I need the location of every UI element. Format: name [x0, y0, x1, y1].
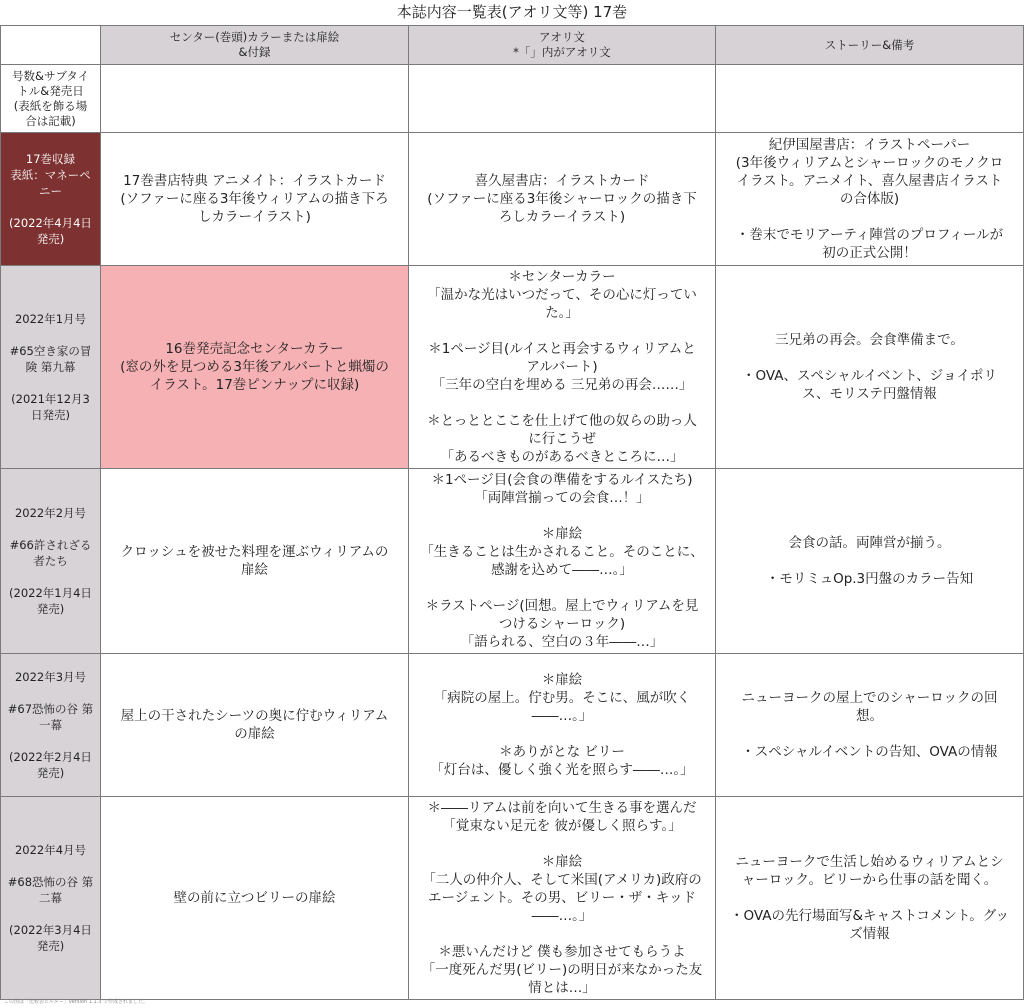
table-row	[1, 469, 1024, 654]
label-row-cell	[716, 65, 1024, 133]
row-head-issue: 2022年1月号 #65空き家の冒 険 第九幕 (2021年12月3 日発売)	[1, 266, 101, 469]
cell-aori-text: 喜久屋書店：イラストカード (ソファーに座る3年後シャーロックの描き下 ろしカラーイラスト)	[409, 133, 716, 266]
row-head-issue: 2022年4月号 #68恐怖の谷 第 二幕 (2022年3月4日 発売)	[1, 797, 101, 1000]
cell-aori-text: ＊センターカラー 「温かな光はいつだって、その心に灯ってい た。」 ＊1ページ目(ルイスと再会するウィリアムと アルバート) 「三年の空白を埋める 三兄弟の再会……」 ＊とっととここを仕上げて他の奴らの助っ人 に行こうぜ 「あるべきものがあるべきところに…」	[409, 266, 716, 469]
header-aori-text: アオリ文 *「」内がアオリ文	[409, 26, 716, 65]
label-row-cell	[409, 65, 716, 133]
cell-story-notes: 三兄弟の再会。会食準備まで。 ・OVA、スペシャルイベント、ジョイポリ ス、モリステ円盤情報	[716, 266, 1024, 469]
cell-center-color: 17巻書店特典 アニメイト：イラストカード (ソファーに座る3年後ウィリアムの描き下ろ しカラーイラスト)	[101, 133, 409, 266]
header-row	[1, 26, 1024, 65]
page-title: 本誌内容一覧表(アオリ文等) 17巻	[396, 3, 628, 21]
label-row	[1, 65, 1024, 133]
row-label-issue-info: 号数&サブタイ トル&発売日 (表紙を飾る場 合は記載)	[1, 65, 101, 133]
label-row-cell	[101, 65, 409, 133]
cell-center-color: 壁の前に立つビリーの扉絵	[101, 797, 409, 1000]
cell-story-notes: 会食の話。両陣営が揃う。 ・モリミュOp.3円盤のカラー告知	[716, 469, 1024, 654]
cell-aori-text: ＊――リアムは前を向いて生きる事を選んだ 「覚束ない足元を 彼が優しく照らす。」 ＊扉絵 「二人の仲介人、そして米国(アメリカ)政府の エージェント。その男、ビリー・ザ・キッド ――…。」 ＊悪いんだけど 僕も参加させてもらうよ 「一度死んだ男(ビリー)の明日が来なかった友 情とは…」	[409, 797, 716, 1000]
cell-story-notes: 紀伊国屋書店：イラストペーパー (3年後ウィリアムとシャーロックのモノクロ イラスト。アニメイト、喜久屋書店イラスト の合体版) ・巻末でモリアーティ陣営のプロフィールが 初の正式公開！	[716, 133, 1024, 266]
corner-cell	[1, 26, 101, 65]
table-row	[1, 266, 1024, 469]
contents-table	[0, 25, 1024, 1000]
cell-center-color: クロッシュを被せた料理を運ぶウィリアムの 扉絵	[101, 469, 409, 654]
row-head-volume-17: 17巻収録 表紙：マネーペ ニー (2022年4月4日 発売)	[1, 133, 101, 266]
cell-aori-text: ＊1ページ目(会食の準備をするルイスたち) 「両陣営揃っての会食…！」 ＊扉絵 「生きることは生かされること。そのことに、 感謝を込めて――…。」 ＊ラストページ(回想。屋上でウィリアムを見 つけるシャーロック) 「語られる、空白の３年――…」	[409, 469, 716, 654]
cell-center-color-highlight: 16巻発売記念センターカラー (窓の外を見つめる3年後アルバートと蝋燭の イラスト。17巻ピンナップに収録)	[101, 266, 409, 469]
row-head-issue: 2022年2月号 #66許されざる 者たち (2022年1月4日 発売)	[1, 469, 101, 654]
cell-story-notes: ニューヨークの屋上でのシャーロックの回 想。 ・スペシャルイベントの告知、OVAの情報	[716, 654, 1024, 797]
row-head-issue: 2022年3月号 #67恐怖の谷 第 一幕 (2022年2月4日 発売)	[1, 654, 101, 797]
table-row	[1, 654, 1024, 797]
cell-story-notes: ニューヨークで生活し始めるウィリアムとシ ャーロック。ビリーから仕事の話を聞く。 ・OVAの先行場面写&キャストコメント。グッ ズ情報	[716, 797, 1024, 1000]
header-story-notes: ストーリー&備考	[716, 26, 1024, 65]
table-row	[1, 797, 1024, 1000]
cell-aori-text: ＊扉絵 「病院の屋上。佇む男。そこに、風が吹く ――…。」 ＊ありがとな ビリー 「灯台は、優しく強く光を照らす――…。」	[409, 654, 716, 797]
table-row	[1, 133, 1024, 266]
cell-center-color: 屋上の干されたシーツの奥に佇むウィリアム の扉絵	[101, 654, 409, 797]
header-center-color: センター(巻頭)カラーまたは扉絵 &付録	[101, 26, 409, 65]
footer-note: この図は「比較表ビルダー」version 1.1.3 で作成されました。	[4, 999, 149, 1005]
